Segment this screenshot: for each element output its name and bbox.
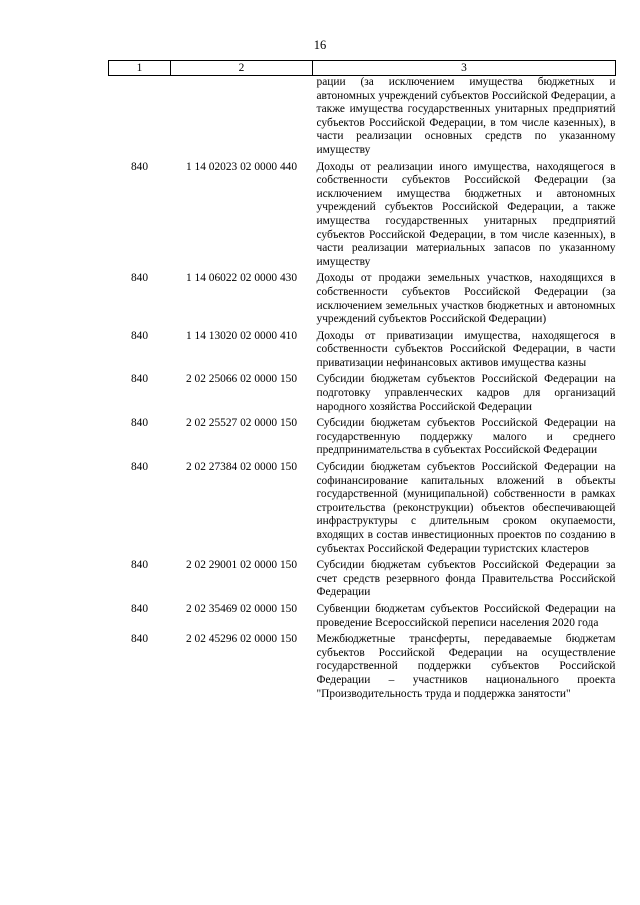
revenue-description-cell: Межбюджетные трансферты, передаваемые бюджетам субъектов Российской Федерации на осуществление государственной поддержки субъектов Российской Федерации – участников национального проекта "Производительность труда и поддержка занятости": [316, 633, 616, 700]
revenue-description-cell: Субсидии бюджетам субъектов Российской Федерации на подготовку управленческих кадров для организаций народного хозяйства Российской Федерации: [316, 373, 616, 413]
administrator-code-cell: 840: [130, 160, 149, 173]
revenue-code-cell: [171, 76, 313, 161]
revenue-code-cell: 2 02 25066 02 0000 150: [185, 373, 298, 386]
table-header: [109, 61, 616, 76]
revenue-code-cell: 2 02 27384 02 0000 150: [185, 461, 298, 474]
revenue-code-cell: 1 14 13020 02 0000 410: [185, 329, 298, 342]
table-row: [109, 461, 616, 559]
administrator-code-cell: 840: [130, 373, 149, 386]
page-number: 16: [313, 38, 327, 52]
table-row: [109, 373, 616, 417]
column-header-1: 1: [109, 61, 171, 76]
table-row: [109, 633, 616, 704]
revenue-description-cell: Субсидии бюджетам субъектов Российской Федерации на софинансирование капитальных вложений в объекты государственной (муниципальной) собственности в рамках строительства (реконструкции) объектов обеспечивающей инфраструктуры с длительным сроком окупаемости, входящих в состав инвестиционных проектов по созданию в субъектах Российской Федерации туристских кластеров: [316, 461, 616, 555]
administrator-code-cell: 840: [130, 272, 149, 285]
administrator-code-cell: 840: [130, 633, 149, 646]
revenue-code-cell: 2 02 45296 02 0000 150: [185, 633, 298, 646]
revenue-code-cell: 2 02 29001 02 0000 150: [185, 559, 298, 572]
table-row: [109, 559, 616, 603]
column-header-3: 3: [313, 61, 616, 76]
revenue-code-cell: 1 14 02023 02 0000 440: [185, 160, 298, 173]
administrator-code-cell: 840: [130, 602, 149, 615]
administrator-code-cell: 840: [130, 329, 149, 342]
revenue-description-cell: рации (за исключением имущества бюджетных и автономных учреждений субъектов Российской Федерации, а также имущества государственных унитарных предприятий субъектов Российской Федерации, в том числе казенных), в части реализации основных средств по указанному имуществу: [316, 76, 616, 156]
revenue-description-cell: Субсидии бюджетам субъектов Российской Федерации за счет средств резервного фонда Правительства Российской Федерации: [316, 559, 616, 599]
revenue-code-cell: 2 02 35469 02 0000 150: [185, 602, 298, 615]
table-row: [109, 330, 616, 374]
revenue-code-cell: 1 14 06022 02 0000 430: [185, 272, 298, 285]
budget-classification-table: [108, 60, 616, 704]
table-body: [109, 76, 616, 705]
revenue-description-cell: Доходы от продажи земельных участков, находящихся в собственности субъектов Российской Федерации (за исключением земельных участков бюджетных и автономных учреждений субъектов Российской Федерации): [316, 272, 616, 326]
table-row: [109, 603, 616, 633]
table-row: [109, 76, 616, 161]
revenue-description-cell: Доходы от приватизации имущества, находящегося в собственности субъектов Российской Федерации, в части приватизации нефинансовых активов имущества казны: [316, 329, 616, 369]
revenue-description-cell: Доходы от реализации иного имущества, находящегося в собственности субъектов Российской Федерации (за исключением имущества бюджетных и автономных учреждений субъектов Российской Федерации, а также имущества государственных унитарных предприятий субъектов Российской Федерации, в том числе казенных), в части реализации материальных запасов по указанному имуществу: [316, 160, 616, 268]
administrator-code-cell: 840: [130, 559, 149, 572]
column-header-2: 2: [171, 61, 313, 76]
table-row: [109, 272, 616, 329]
administrator-code-cell: 840: [130, 461, 149, 474]
revenue-code-cell: 2 02 25527 02 0000 150: [185, 417, 298, 430]
table-row: [109, 417, 616, 461]
administrator-code-cell: [109, 76, 171, 161]
administrator-code-cell: 840: [130, 417, 149, 430]
revenue-description-cell: Субвенции бюджетам субъектов Российской Федерации на проведение Всероссийской переписи населения 2020 года: [316, 602, 616, 629]
table-row: [109, 161, 616, 273]
revenue-description-cell: Субсидии бюджетам субъектов Российской Федерации на государственную поддержку малого и среднего предпринимательства в субъектах Российской Федерации: [316, 417, 616, 457]
